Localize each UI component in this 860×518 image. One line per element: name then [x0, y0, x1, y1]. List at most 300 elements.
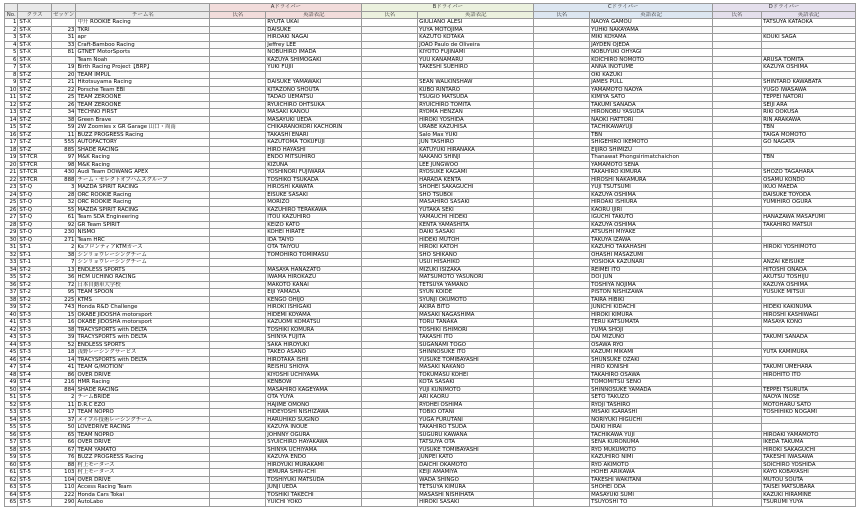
driver-a-name — [210, 124, 266, 132]
driver-a-english: MASAKI KANOU — [266, 109, 362, 117]
driver-c-name — [534, 341, 590, 349]
driver-b-english: TAKESHI SUEHIRO — [418, 64, 534, 72]
team-name: KTMS — [76, 296, 210, 304]
team-name: TEAM G/MOTION' — [76, 364, 210, 372]
driver-b-english: SYUN KOIDE — [418, 289, 534, 297]
table-row — [5, 266, 856, 274]
table-row — [5, 154, 856, 162]
driver-d-name — [712, 49, 761, 57]
team-name: KsフロンティアKTMカーズ — [76, 244, 210, 252]
driver-c-english: KAZUYA OSHIMA — [590, 191, 713, 199]
driver-a-english: MASAYUKI UEDA — [266, 116, 362, 124]
driver-d-english: KAZUKI HIRAMINE — [762, 491, 856, 499]
driver-b-name — [362, 26, 418, 34]
driver-c-english: DOI JUN — [590, 274, 713, 282]
car-number: 21 — [51, 79, 76, 87]
car-number: 888 — [51, 176, 76, 184]
row-number: 20 — [5, 161, 18, 169]
driver-b-name — [362, 266, 418, 274]
column-header-team: チーム名 — [76, 11, 210, 19]
driver-d-name — [712, 266, 761, 274]
team-name: OVER DRIVE — [76, 439, 210, 447]
row-number: 16 — [5, 131, 18, 139]
driver-a-name — [210, 334, 266, 342]
column-header-c-english: 英語表記 — [590, 11, 713, 19]
table-row — [5, 341, 856, 349]
driver-c-english: HIROKI KIMURA — [590, 311, 713, 319]
group-header-c-driver: Cドライバー — [534, 4, 713, 12]
driver-d-name — [712, 311, 761, 319]
driver-d-english: HIROSHI KASHIWAGI — [762, 311, 856, 319]
driver-c-english: TERU KATSUMATA — [590, 319, 713, 327]
car-number: 97 — [51, 154, 76, 162]
driver-a-name — [210, 356, 266, 364]
row-number: 24 — [5, 191, 18, 199]
column-header-class: クラス — [18, 11, 52, 19]
table-row — [5, 191, 856, 199]
driver-a-name — [210, 431, 266, 439]
driver-d-name — [712, 86, 761, 94]
driver-c-english: TBN — [590, 131, 713, 139]
team-name: 村上モータース — [76, 469, 210, 477]
team-name: 村上モータース — [76, 461, 210, 469]
driver-a-english: IDA TAIYO — [266, 236, 362, 244]
driver-d-name — [712, 71, 761, 79]
driver-d-name — [712, 41, 761, 49]
group-header-cell — [5, 4, 18, 12]
row-number: 6 — [5, 56, 18, 64]
driver-a-english: HIROKI ISHIGAKI — [266, 304, 362, 312]
driver-c-name — [534, 49, 590, 57]
driver-b-name — [362, 251, 418, 259]
driver-d-name — [712, 229, 761, 237]
driver-a-name — [210, 184, 266, 192]
table-row — [5, 221, 856, 229]
driver-c-english: RYO MUKUMOTO — [590, 446, 713, 454]
row-number: 30 — [5, 236, 18, 244]
driver-d-english — [762, 26, 856, 34]
class-cell: ST-5 — [18, 431, 52, 439]
table-row — [5, 116, 856, 124]
driver-c-name — [534, 109, 590, 117]
driver-a-name — [210, 64, 266, 72]
driver-d-name — [712, 154, 761, 162]
driver-c-name — [534, 41, 590, 49]
driver-b-name — [362, 101, 418, 109]
driver-d-name — [712, 56, 761, 64]
driver-b-name — [362, 484, 418, 492]
driver-b-english: TOBIO OTANI — [418, 409, 534, 417]
car-number: 86 — [51, 371, 76, 379]
car-number: 216 — [51, 379, 76, 387]
driver-b-english: GIULIANO ALESI — [418, 19, 534, 27]
driver-b-english: TAKASHI ITO — [418, 334, 534, 342]
driver-b-name — [362, 71, 418, 79]
driver-d-name — [712, 176, 761, 184]
driver-b-name — [362, 41, 418, 49]
car-number: 39 — [51, 334, 76, 342]
driver-a-english: MAKOTO KANAI — [266, 281, 362, 289]
table-row — [5, 41, 856, 49]
driver-b-name — [362, 191, 418, 199]
driver-c-english: JAMES PULL — [590, 79, 713, 87]
driver-d-english: TEPPEI NATORI — [762, 94, 856, 102]
driver-c-english: MIKI KOYAMA — [590, 34, 713, 42]
row-number: 32 — [5, 251, 18, 259]
driver-b-english: YAMAUCHI HIDEKI — [418, 214, 534, 222]
team-name: 2W Zoomies x GR Garage 山口・周南 — [76, 124, 210, 132]
row-number: 9 — [5, 79, 18, 87]
driver-c-name — [534, 409, 590, 417]
driver-b-english: JUNPEI KATO — [418, 454, 534, 462]
team-name: ORC ROOKIE Racing — [76, 191, 210, 199]
class-cell: ST-Z — [18, 79, 52, 87]
driver-d-english: YUGO IWASAWA — [762, 86, 856, 94]
driver-d-name — [712, 206, 761, 214]
team-name: チーム・セレクトオブハムズグループ — [76, 176, 210, 184]
driver-d-english: TAKAHIRO MATSUI — [762, 221, 856, 229]
driver-c-name — [534, 326, 590, 334]
driver-a-name — [210, 101, 266, 109]
driver-b-name — [362, 461, 418, 469]
driver-c-english: HOHEI ARIKAWA — [590, 469, 713, 477]
team-name: TEAM NOPRO — [76, 409, 210, 417]
driver-d-english: SHOZO TAGAHARA — [762, 169, 856, 177]
row-number: 59 — [5, 454, 18, 462]
driver-a-english: KEIZO KATO — [266, 221, 362, 229]
driver-b-english: HIROKI YOSHIDA — [418, 116, 534, 124]
driver-d-english: HIROHITO ITO — [762, 371, 856, 379]
table-row — [5, 304, 856, 312]
row-number: 35 — [5, 274, 18, 282]
driver-c-name — [534, 206, 590, 214]
team-name: OVER DRIVE — [76, 371, 210, 379]
table-row — [5, 371, 856, 379]
driver-c-english: YUJI TSUTSUMI — [590, 184, 713, 192]
driver-b-english: JUN TASHIRO — [418, 139, 534, 147]
driver-d-english: TOSHIHIKO NOGAMI — [762, 409, 856, 417]
driver-d-name — [712, 371, 761, 379]
class-cell: ST-Q — [18, 199, 52, 207]
driver-b-name — [362, 86, 418, 94]
driver-c-english: MASAYUKI SUMI — [590, 491, 713, 499]
team-name: Green Brave — [76, 116, 210, 124]
driver-b-english: YUGA FURUTANI — [418, 416, 534, 424]
driver-c-english: TOSHIYA NOJIMA — [590, 281, 713, 289]
row-number: 51 — [5, 394, 18, 402]
car-number: 290 — [51, 499, 76, 507]
class-cell: ST-3 — [18, 311, 52, 319]
driver-a-english: ENDO MITSUHIRO — [266, 154, 362, 162]
driver-d-english: KAYO KOBAYASHI — [762, 469, 856, 477]
driver-b-name — [362, 491, 418, 499]
driver-c-english: ATSUSHI MIYAKE — [590, 229, 713, 237]
driver-c-english: TOMOMITSU SENO — [590, 379, 713, 387]
team-name: SHADE RACING — [76, 386, 210, 394]
driver-b-english — [418, 71, 534, 79]
driver-a-name — [210, 379, 266, 387]
column-header-a-name: 氏名 — [210, 11, 266, 19]
table-row — [5, 364, 856, 372]
driver-a-name — [210, 484, 266, 492]
class-cell: ST-5 — [18, 401, 52, 409]
driver-d-english: SHINTARO KAWABATA — [762, 79, 856, 87]
driver-a-english: KAZUYA INOUE — [266, 424, 362, 432]
driver-a-name — [210, 304, 266, 312]
driver-b-name — [362, 94, 418, 102]
driver-c-name — [534, 371, 590, 379]
team-name: M&K Racing — [76, 161, 210, 169]
table-row — [5, 484, 856, 492]
driver-a-name — [210, 86, 266, 94]
driver-b-english: YUYA MOTOJIMA — [418, 26, 534, 34]
driver-c-name — [534, 476, 590, 484]
row-number: 50 — [5, 386, 18, 394]
driver-b-english: JOÃO Paulo de Oliveira — [418, 41, 534, 49]
driver-a-english: DAISUKE — [266, 26, 362, 34]
column-header-b-english: 英語表記 — [418, 11, 534, 19]
driver-d-name — [712, 214, 761, 222]
class-cell: ST-3 — [18, 341, 52, 349]
driver-c-english: REIMEI ITO — [590, 266, 713, 274]
driver-c-english: HIRONOBU YASUDA — [590, 109, 713, 117]
car-number: 72 — [51, 281, 76, 289]
driver-d-name — [712, 341, 761, 349]
driver-b-english: RYOHEI OSHIMA — [418, 401, 534, 409]
driver-d-name — [712, 349, 761, 357]
class-cell: ST-1 — [18, 259, 52, 267]
row-number: 17 — [5, 139, 18, 147]
car-number: 76 — [51, 454, 76, 462]
row-number: 3 — [5, 34, 18, 42]
driver-b-name — [362, 116, 418, 124]
driver-d-english: TAKESHI IWASAWA — [762, 454, 856, 462]
driver-d-name — [712, 124, 761, 132]
driver-d-name — [712, 446, 761, 454]
driver-b-name — [362, 319, 418, 327]
driver-a-english: TAKASHI ENARI — [266, 131, 362, 139]
driver-c-english: YOSIOKA KAZUNARI — [590, 259, 713, 267]
driver-d-english: MASAYA KONO — [762, 319, 856, 327]
driver-c-name — [534, 469, 590, 477]
driver-d-name — [712, 244, 761, 252]
driver-b-name — [362, 469, 418, 477]
class-cell: ST-4 — [18, 371, 52, 379]
car-number: 23 — [51, 26, 76, 34]
driver-b-name — [362, 476, 418, 484]
car-number: 19 — [51, 64, 76, 72]
team-name: GR Team SPIRIT — [76, 221, 210, 229]
table-row — [5, 289, 856, 297]
driver-d-english: KAZUYA OSHIMA — [762, 281, 856, 289]
driver-a-english: KENGO OHIJO — [266, 296, 362, 304]
table-row — [5, 101, 856, 109]
driver-d-english: TEPPEI TSURUTA — [762, 386, 856, 394]
driver-a-english: RYUTA UKAI — [266, 19, 362, 27]
class-cell: ST-5 — [18, 469, 52, 477]
driver-a-english: MASAHIRO KAGEYAMA — [266, 386, 362, 394]
table-row — [5, 161, 856, 169]
class-cell: ST-5 — [18, 491, 52, 499]
driver-b-english: MASAHIRO SASAKI — [418, 199, 534, 207]
car-number: 743 — [51, 304, 76, 312]
driver-d-name — [712, 409, 761, 417]
table-row — [5, 71, 856, 79]
table-row — [5, 379, 856, 387]
team-name: D.R.C EZO — [76, 401, 210, 409]
class-cell: ST-Z — [18, 86, 52, 94]
driver-b-english: KATUYUKI HIRANAKA — [418, 146, 534, 154]
car-number: 430 — [51, 169, 76, 177]
driver-c-name — [534, 214, 590, 222]
table-row — [5, 356, 856, 364]
driver-d-english: RIN ARAKAWA — [762, 116, 856, 124]
row-number: 10 — [5, 86, 18, 94]
driver-c-english: TAKESHI WAKITANI — [590, 476, 713, 484]
car-number: 11 — [51, 131, 76, 139]
class-cell: ST-Z — [18, 109, 52, 117]
driver-b-english: RYUICHIRO TOMITA — [418, 101, 534, 109]
driver-d-english: SEIJI ARA — [762, 101, 856, 109]
driver-b-name — [362, 176, 418, 184]
driver-a-name — [210, 469, 266, 477]
team-name: NISMO — [76, 229, 210, 237]
table-row — [5, 424, 856, 432]
driver-d-english — [762, 341, 856, 349]
car-number: 110 — [51, 484, 76, 492]
car-number: 98 — [51, 161, 76, 169]
team-name: TRACYSPORTS with DELTA — [76, 356, 210, 364]
driver-c-name — [534, 64, 590, 72]
driver-b-name — [362, 56, 418, 64]
driver-b-name — [362, 499, 418, 507]
row-number: 23 — [5, 184, 18, 192]
car-number: 52 — [51, 341, 76, 349]
driver-b-name — [362, 356, 418, 364]
driver-a-english: SYUICHIRO HAYAKAWA — [266, 439, 362, 447]
column-header-number: ゼッケン — [53, 11, 75, 18]
team-name: HMR Racing — [76, 379, 210, 387]
team-name: TEAM YAMATO — [76, 446, 210, 454]
class-cell: ST-5 — [18, 394, 52, 402]
driver-c-name — [534, 401, 590, 409]
class-cell: ST-X — [18, 56, 52, 64]
table-row — [5, 401, 856, 409]
driver-b-english: MASASHI NISHIHATA — [418, 491, 534, 499]
table-row — [5, 326, 856, 334]
driver-c-name — [534, 71, 590, 79]
driver-b-english: SHOHEI SAKAGUCHI — [418, 184, 534, 192]
driver-c-name — [534, 424, 590, 432]
driver-b-name — [362, 236, 418, 244]
driver-b-english: MATSUMOTO YASUNORI — [418, 274, 534, 282]
driver-b-name — [362, 394, 418, 402]
driver-a-english: KAZUHIRO TERAKAWA — [266, 206, 362, 214]
driver-a-english: YOSHINORI FUJIWARA — [266, 169, 362, 177]
table-body — [5, 19, 856, 507]
car-number: 28 — [51, 191, 76, 199]
driver-c-name — [534, 311, 590, 319]
driver-a-english: HIRO HAYASHI — [266, 146, 362, 154]
car-number: 88 — [51, 461, 76, 469]
driver-a-english: KIYOSHI UCHIYAMA — [266, 371, 362, 379]
driver-a-name — [210, 416, 266, 424]
driver-a-english: RYUICHIRO OHTSUKA — [266, 101, 362, 109]
driver-d-english: GO NAGATA — [762, 139, 856, 147]
driver-b-name — [362, 341, 418, 349]
driver-c-name — [534, 131, 590, 139]
driver-b-name — [362, 401, 418, 409]
driver-c-name — [534, 124, 590, 132]
row-number: 63 — [5, 484, 18, 492]
class-cell: ST-2 — [18, 296, 52, 304]
driver-c-english: ANNA INOTUME — [590, 64, 713, 72]
driver-d-name — [712, 116, 761, 124]
class-cell: ST-5 — [18, 446, 52, 454]
driver-b-english: MASAKI NAKANO — [418, 364, 534, 372]
driver-b-name — [362, 364, 418, 372]
class-cell: ST-5 — [18, 461, 52, 469]
class-cell: ST-Z — [18, 146, 52, 154]
driver-d-name — [712, 439, 761, 447]
driver-a-name — [210, 499, 266, 507]
driver-d-english: KOUKI SAGA — [762, 34, 856, 42]
driver-c-english: DAI MIZUNO — [590, 334, 713, 342]
table-row — [5, 446, 856, 454]
team-name: TEAM NOPRO — [76, 431, 210, 439]
class-cell: ST-Z — [18, 94, 52, 102]
driver-b-name — [362, 274, 418, 282]
driver-c-name — [534, 86, 590, 94]
driver-c-name — [534, 259, 590, 267]
group-header-row — [5, 4, 856, 12]
row-number: 28 — [5, 221, 18, 229]
car-number: 61 — [51, 214, 76, 222]
driver-d-english — [762, 146, 856, 154]
driver-a-english: ITOU KAZUHIRO — [266, 214, 362, 222]
table-row — [5, 19, 856, 27]
row-number: 8 — [5, 71, 18, 79]
car-number: 20 — [51, 71, 76, 79]
team-name: Team Noah — [76, 56, 210, 64]
driver-d-name — [712, 101, 761, 109]
row-number: 11 — [5, 94, 18, 102]
car-number: 225 — [51, 296, 76, 304]
driver-c-english: RYO AKIMOTO — [590, 461, 713, 469]
driver-c-name — [534, 319, 590, 327]
driver-b-english: HIDEKI MUTOH — [418, 236, 534, 244]
driver-a-name — [210, 139, 266, 147]
class-cell: ST-1 — [18, 251, 52, 259]
driver-a-english: EISUKE SASAKI — [266, 191, 362, 199]
driver-a-name — [210, 401, 266, 409]
driver-b-name — [362, 169, 418, 177]
table-row — [5, 311, 856, 319]
row-number: 19 — [5, 154, 18, 162]
driver-b-name — [362, 386, 418, 394]
driver-a-name — [210, 79, 266, 87]
car-number: 55 — [51, 206, 76, 214]
driver-d-name — [712, 169, 761, 177]
car-number: 25 — [51, 94, 76, 102]
class-cell: ST-Z — [18, 71, 52, 79]
driver-c-english: NOBUYUKI OHYAGI — [590, 49, 713, 57]
driver-b-name — [362, 304, 418, 312]
car-number: 22 — [51, 86, 76, 94]
driver-a-name — [210, 349, 266, 357]
driver-a-name — [210, 71, 266, 79]
driver-b-english: DAIKI SASAKI — [418, 229, 534, 237]
